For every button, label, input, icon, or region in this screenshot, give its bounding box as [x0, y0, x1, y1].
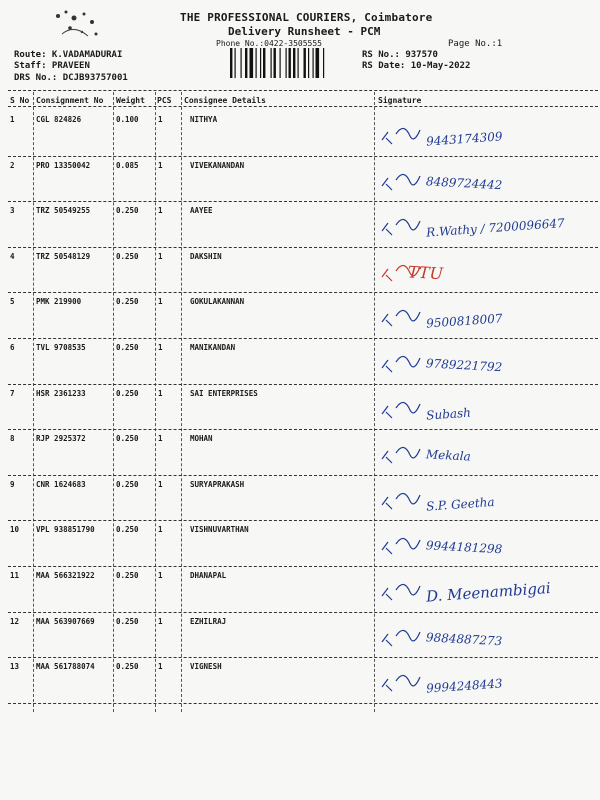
- barcode-bar: [260, 48, 261, 78]
- cell-weight: 0.250: [116, 206, 139, 216]
- signature-handwriting: S.P. Geetha: [425, 494, 495, 514]
- barcode-bar: [256, 48, 257, 78]
- signature-scribble: [382, 584, 420, 600]
- row-rule: [8, 156, 598, 157]
- signature-scribble: [382, 356, 420, 372]
- cell-pcs: 1: [158, 479, 163, 489]
- row-rule: [8, 201, 598, 202]
- signature-cell: [378, 524, 600, 568]
- signature-scribble: [382, 311, 420, 327]
- signature-scribble: [382, 493, 420, 509]
- signature-handwriting: 8489724442: [425, 173, 503, 192]
- cell-weight: 0.250: [116, 525, 139, 535]
- col-consignment: Consignment No: [36, 96, 104, 105]
- barcode-bar: [230, 48, 232, 78]
- signature-scribble: [382, 630, 420, 646]
- cell-consignment: MAA 563907669: [36, 616, 95, 626]
- signature-scribble: [382, 220, 420, 236]
- signature-cell: [378, 479, 600, 523]
- cell-pcs: 1: [158, 388, 163, 398]
- cell-consignment: CNR 1624683: [36, 479, 86, 489]
- barcode-bar: [316, 48, 320, 78]
- cell-consignee: SAI ENTERPRISES: [190, 388, 258, 398]
- cell-pcs: 1: [158, 434, 163, 444]
- barcode-bar: [293, 48, 295, 78]
- col-divider: [113, 92, 114, 712]
- signature-handwriting: 9443174309: [425, 129, 503, 149]
- col-signature: Signature: [378, 96, 422, 105]
- col-consignee: Consignee Details: [184, 96, 266, 105]
- cell-sno: 2: [10, 160, 15, 170]
- row-rule: [8, 292, 598, 293]
- cell-pcs: 1: [158, 525, 163, 535]
- cell-consignment: TRZ 50548129: [36, 251, 91, 261]
- cell-sno: 6: [10, 343, 15, 352]
- cell-consignee: SURYAPRAKASH: [190, 479, 245, 489]
- col-divider: [33, 92, 34, 712]
- cell-weight: 0.250: [116, 662, 139, 672]
- signature-handwriting: D. Meenambigai: [425, 578, 552, 606]
- signature-scribble: [382, 128, 420, 144]
- cell-weight: 0.250: [116, 571, 139, 580]
- barcode-bar: [289, 48, 291, 78]
- cell-consignee: VISHNUVARTHAN: [190, 525, 249, 535]
- row-rule: [8, 429, 598, 430]
- signature-handwriting: TTU: [407, 262, 444, 283]
- cell-consignment: TRZ 50549255: [36, 206, 91, 216]
- signature-handwriting: Mekala: [425, 447, 472, 464]
- col-divider: [374, 92, 375, 712]
- cell-sno: 1: [10, 115, 15, 124]
- row-rule: [8, 384, 598, 385]
- signature-scribble: [382, 402, 420, 418]
- barcode-bar: [308, 48, 309, 78]
- row-rule: [8, 566, 598, 567]
- cell-consignment: MAA 566321922: [36, 571, 95, 580]
- signature-scribble: [382, 174, 420, 190]
- cell-consignee: VIVEKANANDAN: [190, 160, 245, 170]
- cell-consignment: VPL 938851790: [36, 525, 95, 535]
- barcode-bar: [280, 48, 281, 78]
- barcode-bar: [323, 48, 324, 78]
- cell-sno: 10: [10, 525, 20, 535]
- signature-cell: [378, 570, 600, 614]
- cell-pcs: 1: [158, 115, 163, 124]
- signature-cell: [378, 342, 600, 386]
- cell-sno: 7: [10, 388, 15, 398]
- signature-handwriting: 9944181298: [425, 538, 503, 557]
- cell-pcs: 1: [158, 206, 163, 216]
- barcode-bar: [271, 48, 272, 78]
- cell-sno: 4: [10, 251, 15, 261]
- row-rule: [8, 475, 598, 476]
- cell-sno: 3: [10, 206, 15, 216]
- row-rule: [8, 612, 598, 613]
- signature-handwriting: 9994248443: [425, 676, 503, 696]
- cell-pcs: 1: [158, 343, 163, 352]
- cell-weight: 0.250: [116, 434, 139, 444]
- cell-weight: 0.085: [116, 160, 139, 170]
- signature-handwriting: 9789221792: [425, 356, 503, 375]
- signature-handwriting: R.Wathy / 7200096647: [425, 216, 566, 240]
- company-logo: [44, 4, 114, 44]
- cell-weight: 0.250: [116, 479, 139, 489]
- cell-pcs: 1: [158, 616, 163, 626]
- col-pcs: PCS: [157, 96, 172, 105]
- row-rule: [8, 338, 598, 339]
- cell-weight: 0.250: [116, 297, 139, 307]
- cell-pcs: 1: [158, 662, 163, 672]
- signature-cell: [378, 160, 600, 204]
- barcode-bar: [250, 48, 254, 78]
- table-top-rule: [8, 90, 598, 91]
- signature-cell: [378, 296, 600, 340]
- signature-handwriting: Subash: [425, 405, 472, 423]
- cell-weight: 0.250: [116, 251, 139, 261]
- cell-weight: 0.250: [116, 616, 139, 626]
- signature-cell: [378, 433, 600, 477]
- drs-number: DRS No.: DCJB93757001: [14, 73, 128, 83]
- cell-consignment: RJP 2925372: [36, 434, 86, 444]
- signature-scribble: [382, 448, 420, 464]
- col-sno: S No: [10, 96, 30, 105]
- cell-sno: 13: [10, 662, 20, 672]
- row-rule: [8, 703, 598, 704]
- col-divider: [181, 92, 182, 712]
- barcode-bar: [235, 48, 236, 78]
- cell-consignment: MAA 561788074: [36, 662, 95, 672]
- cell-consignee: MANIKANDAN: [190, 343, 236, 352]
- cell-consignee: EZHILRAJ: [190, 616, 227, 626]
- signature-scribble: [382, 676, 420, 692]
- signature-handwriting: 9884887273: [425, 629, 503, 648]
- cell-consignee: VIGNESH: [190, 662, 222, 672]
- cell-consignee: GOKULAKANNAN: [190, 297, 245, 307]
- route-label: Route: K.VADAMADURAI: [14, 50, 123, 60]
- signature-cell: [378, 388, 600, 432]
- row-rule: [8, 520, 598, 521]
- col-weight: Weight: [116, 96, 145, 105]
- signature-cell: [378, 251, 600, 295]
- signature-handwriting: 9500818007: [425, 311, 503, 331]
- barcode-bar: [286, 48, 287, 78]
- cell-pcs: 1: [158, 571, 163, 580]
- barcode-bar: [304, 48, 306, 78]
- col-divider: [155, 92, 156, 712]
- cell-weight: 0.250: [116, 343, 139, 352]
- cell-weight: 0.250: [116, 388, 139, 398]
- barcode-bar: [245, 48, 247, 78]
- cell-sno: 12: [10, 616, 20, 626]
- cell-sno: 9: [10, 479, 15, 489]
- cell-consignment: PMK 219900: [36, 297, 82, 307]
- runsheet-title: Delivery Runsheet - PCM: [228, 25, 381, 38]
- signature-cell: [378, 616, 600, 660]
- cell-consignee: MOHAN: [190, 434, 213, 444]
- cell-consignment: TVL 9708535: [36, 343, 86, 352]
- barcode-bar: [263, 48, 265, 78]
- signature-cell: [378, 205, 600, 249]
- staff-label: Staff: PRAVEEN: [14, 61, 90, 71]
- cell-consignee: DHANAPAL: [190, 571, 227, 580]
- signature-cell: [378, 114, 600, 158]
- signature-cell: [378, 661, 600, 705]
- cell-pcs: 1: [158, 251, 163, 261]
- barcode-bar: [313, 48, 314, 78]
- barcode: [230, 48, 356, 78]
- cell-consignee: DAKSHIN: [190, 251, 222, 261]
- cell-weight: 0.100: [116, 115, 139, 124]
- cell-consignment: CGL 824826: [36, 115, 82, 124]
- cell-pcs: 1: [158, 297, 163, 307]
- cell-sno: 8: [10, 434, 15, 444]
- phone-number: Phone No.:0422-3505555: [216, 39, 322, 48]
- barcode-bar: [298, 48, 299, 78]
- page-number: Page No.:1: [448, 39, 503, 49]
- row-rule: [8, 657, 598, 658]
- barcode-bar: [241, 48, 242, 78]
- cell-sno: 11: [10, 571, 20, 580]
- cell-consignee: NITHYA: [190, 115, 218, 124]
- rs-date: RS Date: 10-May-2022: [362, 61, 471, 71]
- table-header-rule: [8, 106, 598, 107]
- cell-consignment: HSR 2361233: [36, 388, 86, 398]
- cell-consignment: PRO 13350042: [36, 160, 91, 170]
- cell-sno: 5: [10, 297, 15, 307]
- company-name: THE PROFESSIONAL COURIERS, Coimbatore: [180, 11, 433, 24]
- barcode-bar: [274, 48, 276, 78]
- row-rule: [8, 247, 598, 248]
- cell-pcs: 1: [158, 160, 163, 170]
- signature-scribble: [382, 539, 420, 555]
- rs-number: RS No.: 937570: [362, 50, 438, 60]
- cell-consignee: AAYEE: [190, 206, 213, 216]
